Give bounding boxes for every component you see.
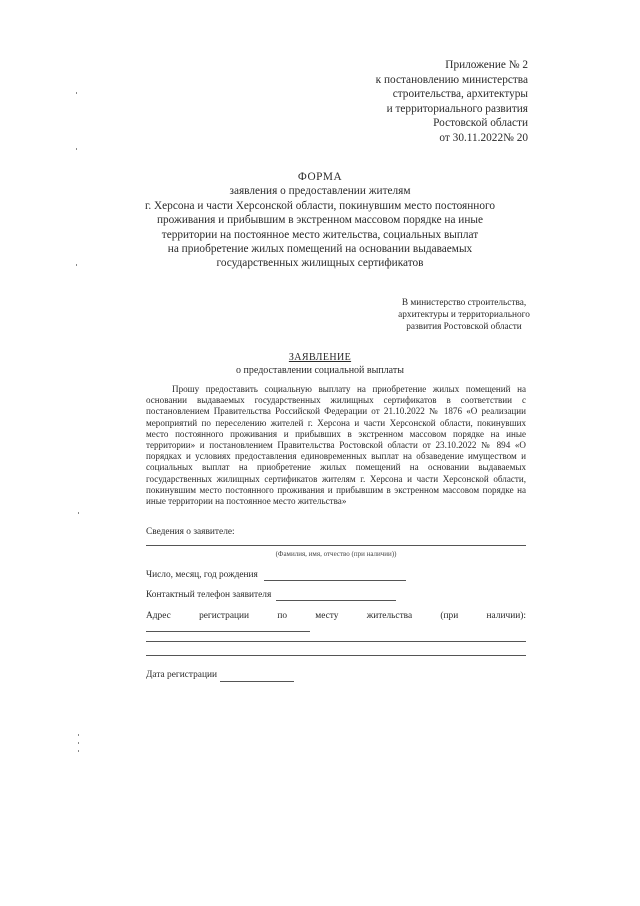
applicant-info-label: Сведения о заявителе: [146,527,235,537]
address-word: регистрации [199,611,250,621]
address-field-line[interactable] [146,655,526,656]
statement-subtitle: о предоставлении социальной выплаты [236,364,404,376]
form-title [140,170,500,271]
addressee-block [384,297,544,334]
appendix-line: к постановлению министерства [375,73,528,86]
address-word: жительства [366,611,413,621]
scan-mark [78,734,79,736]
scan-mark [76,148,77,150]
appendix-line: от 30.11.2022№ 20 [439,131,528,144]
registration-date-label: Дата регистрации [146,670,218,680]
form-title-line: заявления о предоставлении жителям [229,185,411,198]
birth-date-field-line[interactable] [264,580,406,581]
registration-date-field-line[interactable] [220,681,294,682]
address-label-row [146,611,526,622]
fio-field-line[interactable] [146,545,526,546]
form-title-line: г. Херсона и части Херсонской области, покинувшим место постоянного [145,199,495,212]
statement-body: Прошу предоставить социальную выплату на приобретение жилых помещений на основании выдаваемых государственных жилищных сертификатов в соответствии с постановлением Правительства Российской Федерации от 21.10.2022 № 1876 «О реализации мероприятий по переселению жителей г. Херсона и части Херсонской области, покинувших место постоянного проживания и прибывших в экстренном массовом порядке на иные территории» и постановлением Правительства Ростовской области от 23.10.2022 № 894 «О порядках и условиях предоставления единовременных выплат на обзаведение имуществом и социальных выплат на приобретение жилых помещений на основании выдаваемых государственных жилищных сертификатов жителям г. Херсона и части Херсонской области, покинувшим место постоянного проживания и прибывшим в экстренном массовом порядке на иные территории на постоянное место жительства» [146,384,526,507]
scan-mark [78,512,79,514]
appendix-line: Ростовской области [433,117,528,130]
address-field-line[interactable] [146,631,310,632]
appendix-block [308,58,528,146]
phone-field-line[interactable] [276,600,396,601]
addressee-line: архитектуры и территориального [398,310,530,321]
scan-mark [78,742,79,744]
form-title-line: проживания и прибывшим в экстренном массовом порядке на иные [156,214,484,227]
statement-header [200,352,440,377]
address-word: наличии): [486,611,526,621]
form-title-line: на приобретение жилых помещений на основании выдаваемых [167,243,473,256]
address-word: (при [440,611,459,621]
statement-title: ЗАЯВЛЕНИЕ [288,352,352,363]
birth-date-label: Число, месяц, год рождения [146,570,258,580]
address-field-line[interactable] [146,641,526,642]
phone-label: Контактный телефон заявителя [146,590,272,600]
appendix-line: строительства, архитектуры [392,88,528,101]
scan-mark [76,264,77,266]
form-title-line: территории на постоянное место жительства, социальных выплат [161,228,479,241]
address-word: по [277,611,288,621]
scan-mark [78,750,79,752]
address-word: Адрес [146,611,171,621]
fio-caption: (Фамилия, имя, отчество (при наличии)) [275,550,397,558]
addressee-line: В министерство строительства, [401,298,527,308]
address-word: месту [315,611,339,621]
addressee-line: развития Ростовской области [406,322,522,333]
appendix-line: Приложение № 2 [445,59,528,71]
appendix-line: и территориального развития [386,102,528,115]
scan-mark [76,92,77,94]
form-title-line: государственных жилищных сертификатов [216,257,424,270]
form-heading: ФОРМА [297,171,343,183]
